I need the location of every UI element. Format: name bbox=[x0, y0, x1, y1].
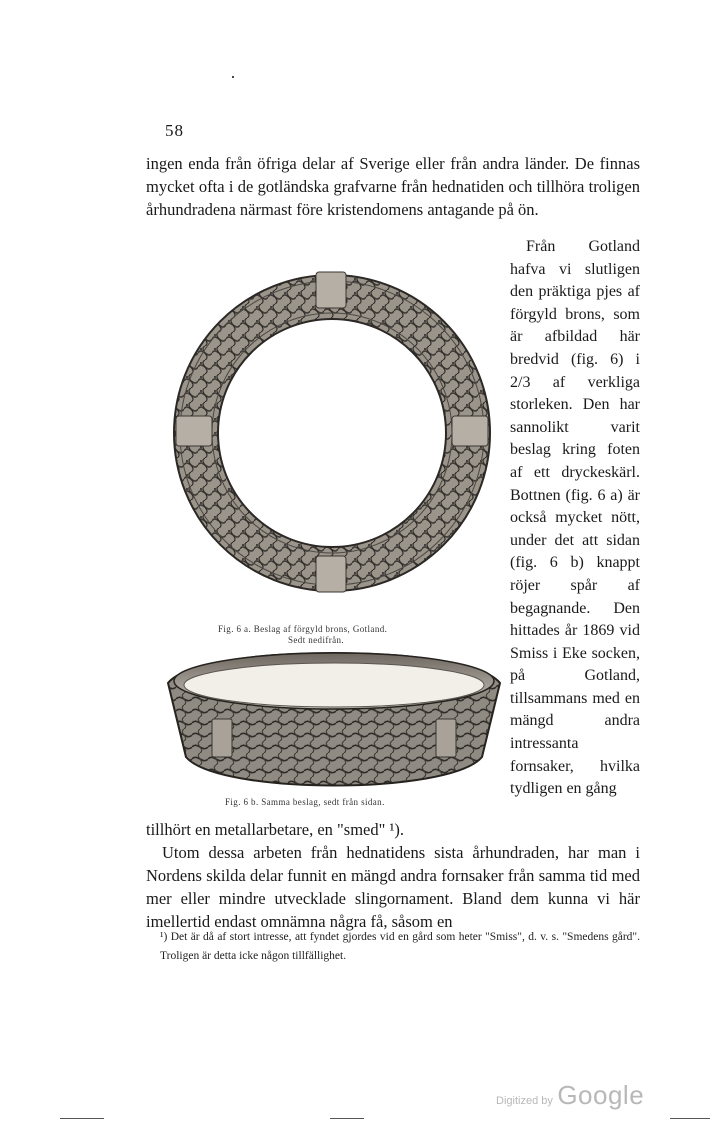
bottom-paragraph: Utom dessa arbeten från hednatidens sista århundraden, har man i Nordens skilda delar funnit en mängd andra fornsaker från samma tid med mer eller mindre utvecklade slingornament. Bland dem kunna vi här imellertid endast omnämna några få, såsom en bbox=[146, 843, 640, 931]
figure-6b-ring-side bbox=[160, 645, 508, 790]
figure-6a-ring-bottom bbox=[170, 248, 500, 618]
scan-speck bbox=[232, 76, 234, 78]
page-number: 58 bbox=[165, 121, 184, 140]
scan-edge-mark bbox=[670, 1118, 710, 1119]
figure-6b-caption: Fig. 6 b. Samma beslag, sedt från sidan. bbox=[225, 797, 385, 807]
watermark-prefix: Digitized by bbox=[496, 1095, 553, 1107]
side-column-block bbox=[510, 236, 640, 801]
continuation-line: tillhört en metallarbetare, en "smed" ¹). bbox=[146, 820, 405, 839]
watermark-brand: Google bbox=[557, 1080, 645, 1110]
footnote: ¹) Det är då af stort intresse, att fyndet gjordes vid en gård som heter "Smiss", d. v. s. "Smedens gård". Troligen är detta icke någon tillfällighet. bbox=[160, 931, 640, 962]
digitized-watermark bbox=[496, 1080, 644, 1111]
figure-6a-caption: Fig. 6 a. Beslag af förgyld brons, Gotland. bbox=[218, 624, 388, 634]
bottom-text-block bbox=[146, 818, 640, 933]
scan-edge-mark bbox=[330, 1118, 364, 1119]
figure-6a-caption-sub: Sedt nedifrån. bbox=[288, 635, 345, 645]
top-paragraph: ingen enda från öfriga delar af Sverige eller från andra länder. De finnas mycket ofta i de gotländska grafvarne från hednatiden och tillhöra troligen århundradena närmast före kristendomens antagande på ön. bbox=[146, 154, 640, 219]
side-paragraph: Från Gotland hafva vi slutligen den präktiga pjes af förgyld brons, som är afbildad här bredvid (fig. 6) i 2/3 af verkliga storleken. Den har sannolikt varit beslag kring foten af ett dryckeskärl. Bottnen (fig. 6 a) är också mycket nött, under det att sidan (fig. 6 b) knappt röjer spår af begagnande. Den hittades år 1869 vid Smiss i Eke socken, på Gotland, tillsammans med en mängd andra intressanta fornsaker, hvilka tydligen en gång bbox=[510, 238, 640, 798]
top-paragraph-block bbox=[146, 152, 640, 221]
scan-edge-mark bbox=[60, 1118, 104, 1119]
